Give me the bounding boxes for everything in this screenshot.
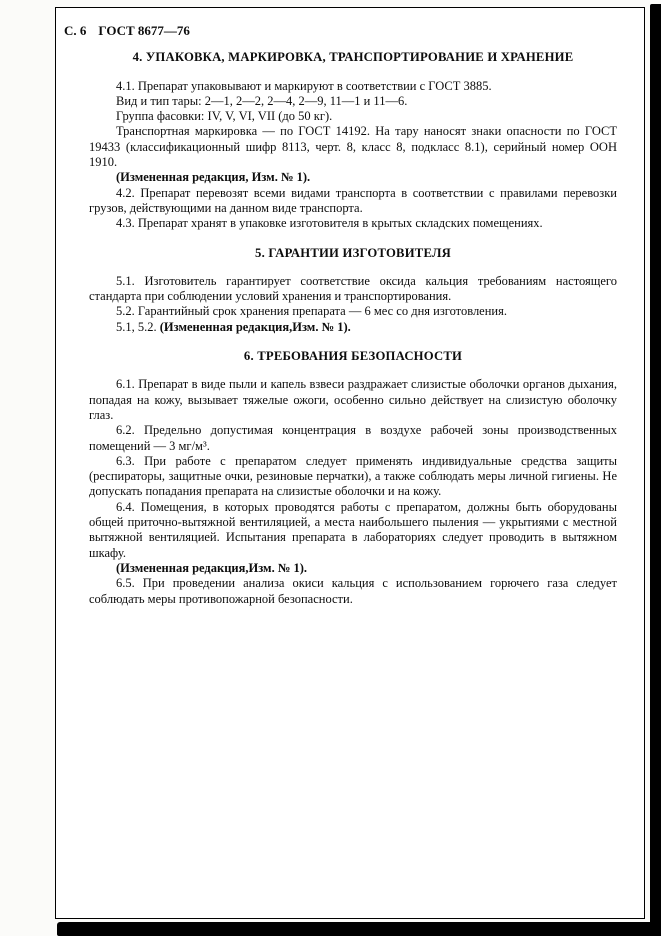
page-border-frame <box>55 7 645 919</box>
paragraph: Вид и тип тары: 2—1, 2—2, 2—4, 2—9, 11—1 и 11—6. <box>116 93 408 108</box>
paragraph: 5.1. Изготовитель гарантирует соответствие оксида кальция требованиям настоящего стандарта при соблюдении условий хранения и транспортирования. <box>89 273 617 304</box>
paragraph: 6.4. Помещения, в которых проводятся работы с препаратом, должны быть оборудованы общей приточно-вытяжной вентиляцией, а места наибольшего пыления — укрытиями с местной вытяжной вентиляцией. Испытания препарата в лабораториях следует проводить в вытяжном шкафу. <box>89 499 617 560</box>
section-heading: 5. ГАРАНТИИ ИЗГОТОВИТЕЛЯ <box>255 245 451 260</box>
scan-edge-bottom <box>57 922 661 936</box>
section-heading: 6. ТРЕБОВАНИЯ БЕЗОПАСНОСТИ <box>243 349 463 364</box>
paragraph: 6.3. При работе с препаратом следует применять индивидуальные средства защиты (респираторы, защитные очки, резиновые перчатки), а также соблюдать меры личной гигиены. Не допускать попадания препарата на слизистые оболочки и на кожу. <box>89 453 617 499</box>
running-header <box>64 23 617 38</box>
page-number-label: С. 6 <box>64 23 87 38</box>
paragraph: Транспортная маркировка — по ГОСТ 14192. На тару наносят знаки опасности по ГОСТ 19433 (классификационный шифр 8113, черт. 8, класс 8, подкласс 8.1), серийный номер ООН 1910. <box>89 124 617 170</box>
amendment-note: (Измененная редакция,Изм. № 1). <box>116 560 308 575</box>
amendment-note <box>89 320 617 335</box>
paragraph: 5.2. Гарантийный срок хранения препарата — 6 мес со дня изготовления. <box>116 304 507 319</box>
paragraph: 6.5. При проведении анализа окиси кальция с использованием горючего газа следует соблюдать меры противопожарной безопасности. <box>89 576 617 606</box>
amendment-note: (Измененная редакция, Изм. № 1). <box>116 170 311 185</box>
page-content <box>56 8 644 607</box>
scan-edge-right <box>650 4 661 936</box>
paragraph: 4.3. Препарат хранят в упаковке изготовителя в крытых складских помещениях. <box>116 216 543 231</box>
paragraph: 4.1. Препарат упаковывают и маркируют в соответствии с ГОСТ 3885. <box>116 78 492 93</box>
amendment-clause-refs: 5.1, 5.2. <box>116 319 160 334</box>
section-heading: 4. УПАКОВКА, МАРКИРОВКА, ТРАНСПОРТИРОВАНИЕ И ХРАНЕНИЕ <box>132 50 574 65</box>
paragraph: 6.1. Препарат в виде пыли и капель взвеси раздражает слизистые оболочки органов дыхания, попадая на кожу, вызывает тяжелые ожоги, особенно сильно действует на слизистую оболочку глаз. <box>89 377 617 422</box>
paragraph: Группа фасовки: IV, V, VI, VII (до 50 кг). <box>116 109 333 124</box>
amendment-text: (Измененная редакция,Изм. № 1). <box>159 319 351 334</box>
paragraph: 4.2. Препарат перевозят всеми видами транспорта в соответствии с правилами перевозки грузов, действующими на данном виде транспорта. <box>89 185 617 215</box>
paragraph: 6.2. Предельно допустимая концентрация в воздухе рабочей зоны производственных помещений — 3 мг/м³. <box>89 423 617 453</box>
document-number: ГОСТ 8677—76 <box>98 23 190 38</box>
